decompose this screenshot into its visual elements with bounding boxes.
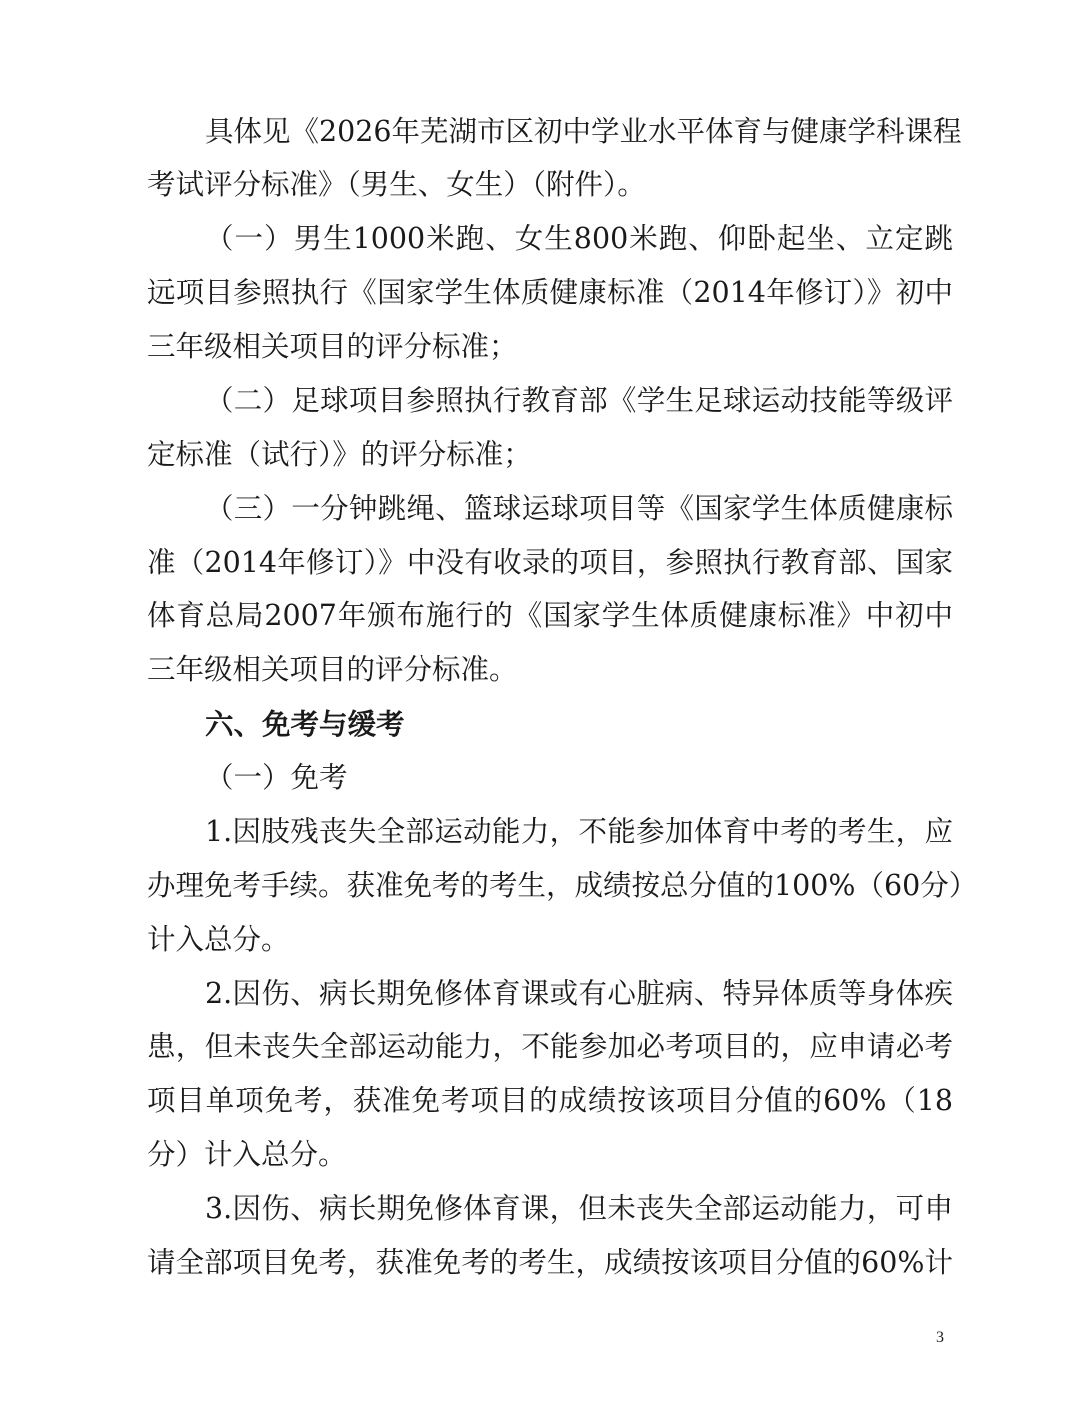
list-item-line: 项目单项免考，获准免考项目的成绩按该项目分值的60%（18 [147, 1084, 953, 1117]
list-item-line: 患，但未丧失全部运动能力，不能参加必考项目的，应申请必考 [147, 1030, 953, 1063]
paragraph-line: （一）男生1000米跑、女生800米跑、仰卧起坐、立定跳 [205, 222, 953, 255]
list-item-line: 办理免考手续。获准免考的考生，成绩按总分值的100%（60分） [147, 869, 978, 902]
paragraph-line: 定标准（试行）》的评分标准； [147, 438, 532, 471]
list-item-line: 请全部项目免考，获准免考的考生，成绩按该项目分值的60%计 [147, 1246, 953, 1279]
section-heading: 六、免考与缓考 [205, 707, 405, 741]
subsection-heading: （一）免考 [205, 761, 348, 794]
paragraph-line: 远项目参照执行《国家学生体质健康标准（2014年修订）》初中 [147, 276, 953, 309]
list-item-line: 1.因肢残丧失全部运动能力，不能参加体育中考的考生，应 [205, 815, 953, 848]
paragraph-line: （二）足球项目参照执行教育部《学生足球运动技能等级评 [205, 384, 953, 417]
paragraph-line: 体育总局2007年颁布施行的《国家学生体质健康标准》中初中 [147, 599, 953, 632]
paragraph-line: 具体见《2026年芜湖市区初中学业水平体育与健康学科课程 [205, 115, 962, 148]
paragraph-line: 考试评分标准》（男生、女生）（附件）。 [147, 168, 646, 201]
paragraph-line: 三年级相关项目的评分标准。 [147, 653, 518, 686]
page-number: 3 [936, 1329, 944, 1346]
paragraph-line: 准（2014年修订）》中没有收录的项目，参照执行教育部、国家 [147, 546, 953, 579]
paragraph-line: （三）一分钟跳绳、篮球运球项目等《国家学生体质健康标 [205, 492, 953, 525]
list-item-line: 2.因伤、病长期免修体育课或有心脏病、特异体质等身体疾 [205, 977, 953, 1010]
list-item-line: 分）计入总分。 [147, 1138, 347, 1171]
list-item-line: 计入总分。 [147, 923, 290, 956]
paragraph-line: 三年级相关项目的评分标准； [147, 330, 518, 363]
list-item-line: 3.因伤、病长期免修体育课，但未丧失全部运动能力，可申 [205, 1192, 953, 1225]
